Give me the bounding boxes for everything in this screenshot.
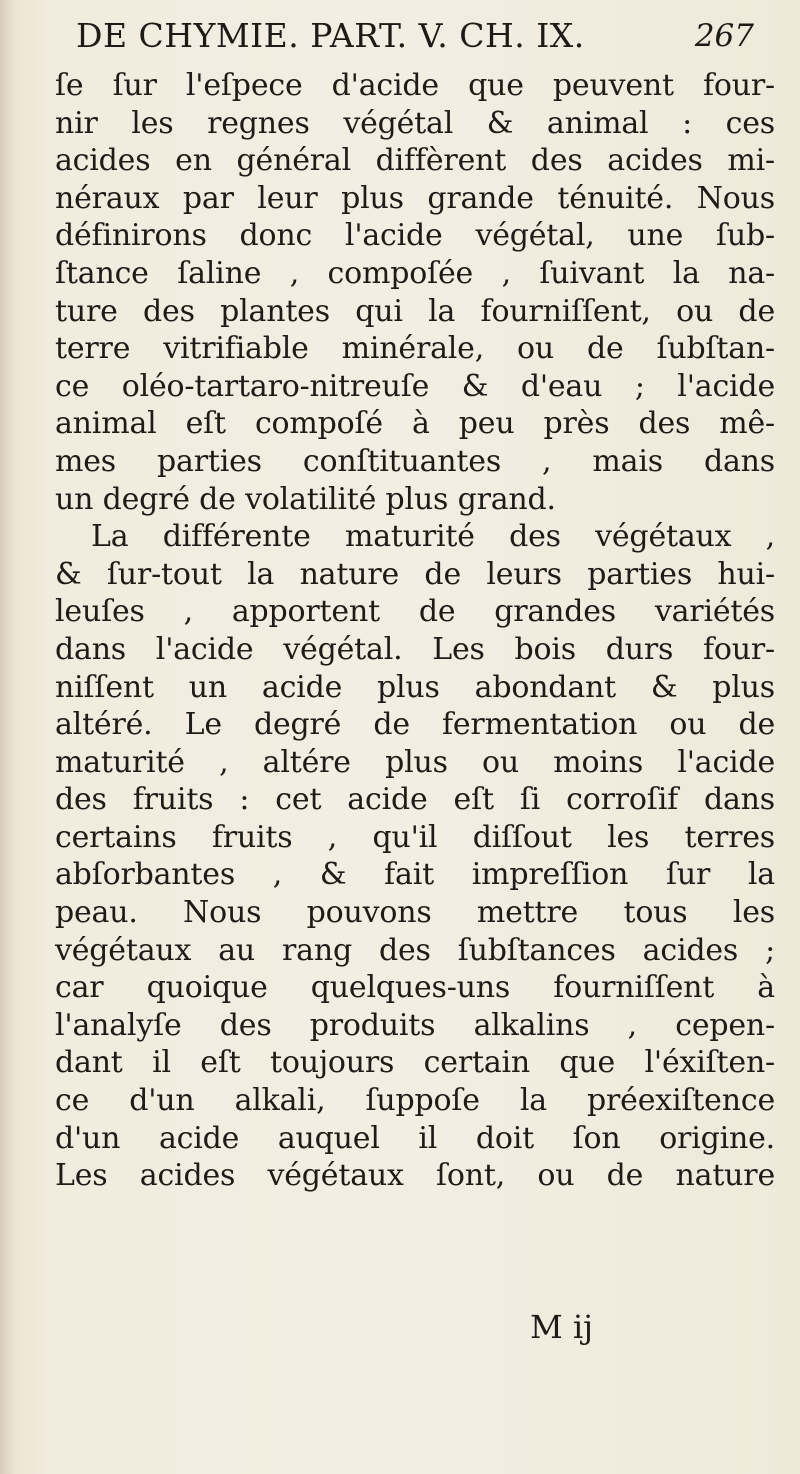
binding-shadow xyxy=(0,0,14,1474)
text-line: dans l'acide végétal. Les bois durs four- xyxy=(55,631,775,667)
text-line: altéré. Le degré de fermentation ou de xyxy=(55,707,775,743)
text-line: des fruits : cet acide eſt ſi corroſif dans xyxy=(55,782,775,818)
text-line: l'analyſe des produits alkalins , cepen- xyxy=(55,1007,775,1043)
running-head-title: DE CHYMIE. PART. V. CH. IX. xyxy=(76,16,585,55)
text-line: ce d'un alkali, ſuppoſe la préexiſtence xyxy=(55,1083,775,1119)
text-line: abſorbantes , & fait impreſſion ſur la xyxy=(55,857,775,893)
text-line: peau. Nous pouvons mettre tous les xyxy=(55,895,775,931)
text-line: végétaux au rang des ſubſtances acides ; xyxy=(55,932,775,968)
page-number: 267 xyxy=(694,18,754,54)
body-text xyxy=(55,67,775,1195)
text-line: leuſes , apportent de grandes variétés xyxy=(55,594,775,630)
text-line: animal eſt compoſé à peu près des mê- xyxy=(55,406,775,442)
text-line: & ſur-tout la nature de leurs parties hui- xyxy=(55,556,775,592)
text-line: certains fruits , qu'il diſſout les terres xyxy=(55,819,775,855)
text-line: mes parties conſtituantes , mais dans xyxy=(55,443,775,479)
text-line: ce oléo-tartaro-nitreuſe & d'eau ; l'acide xyxy=(55,368,775,404)
text-line: La différente maturité des végétaux , xyxy=(91,519,775,555)
text-line: niſſent un acide plus abondant & plus xyxy=(55,669,775,705)
text-line: ſe ſur l'eſpece d'acide que peuvent four- xyxy=(55,68,775,103)
text-line: maturité , altére plus ou moins l'acide xyxy=(55,744,775,780)
text-line: terre vitrifiable minérale, ou de ſubſtan- xyxy=(55,331,775,367)
signature-mark: M ij xyxy=(530,1308,594,1346)
text-line: ſtance ſaline , compoſée , ſuivant la na- xyxy=(55,255,775,291)
text-line: Les acides végétaux ſont, ou de nature xyxy=(55,1158,775,1194)
text-line: car quoique quelques-uns fourniſſent à xyxy=(55,970,775,1006)
text-line: dant il eſt toujours certain que l'éxiſten- xyxy=(55,1045,775,1081)
text-line: un degré de volatilité plus grand. xyxy=(55,481,556,517)
text-line: d'un acide auquel il doit ſon origine. xyxy=(55,1120,775,1156)
text-line: acides en général diffèrent des acides mi- xyxy=(55,143,775,179)
text-line: néraux par leur plus grande ténuité. Nous xyxy=(55,180,775,216)
text-line: nir les regnes végétal & animal : ces xyxy=(55,105,775,141)
text-line: définirons donc l'acide végétal, une ſub- xyxy=(55,218,775,254)
text-line: ture des plantes qui la fourniſſent, ou de xyxy=(55,293,775,329)
running-head xyxy=(70,14,770,64)
